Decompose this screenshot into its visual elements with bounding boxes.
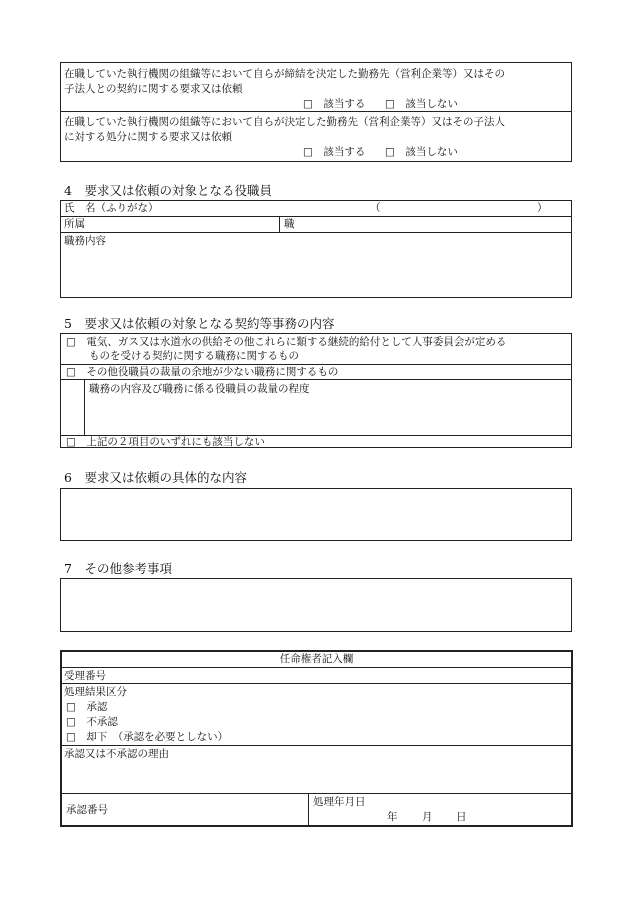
contract-not-applicable-checkbox[interactable]: □ 該当しない bbox=[385, 98, 458, 110]
utility-contract-checkbox-line-2: ものを受ける契約に関する職務に関するもの bbox=[89, 350, 299, 362]
contract-applicable-checkbox[interactable]: □ 該当する bbox=[303, 98, 366, 110]
authority-divider-title bbox=[60, 667, 573, 668]
section-7-heading: 7 その他参考事項 bbox=[64, 561, 172, 576]
authority-vertical-bottom bbox=[308, 793, 309, 826]
utility-contract-checkbox-line-1[interactable]: □ 電気、ガス又は水道水の供給その他これらに類する継続的給付として人事委員会が定める bbox=[66, 336, 507, 348]
disposition-request-text-2: に対する処分に関する要求又は依頼 bbox=[64, 131, 232, 143]
officer-table-vertical bbox=[279, 216, 280, 232]
relationship-table-divider bbox=[60, 111, 572, 112]
authority-title: 任命権者記入欄 bbox=[279, 653, 354, 665]
reference-notes-box[interactable] bbox=[60, 578, 572, 632]
approval-number-label: 承認番号 bbox=[66, 804, 108, 816]
furigana-close-paren: ） bbox=[537, 202, 548, 214]
contract-request-text-1: 在職していた執行機関の組織等において自らが締結を決定した勤務先（営利企業等）又はその bbox=[64, 68, 505, 80]
officer-table-divider-1 bbox=[60, 216, 572, 217]
disposition-request-text-1: 在職していた執行機関の組織等において自らが決定した勤務先（営利企業等）又はその子法人 bbox=[64, 116, 505, 128]
receipt-number-label: 受理番号 bbox=[64, 670, 106, 682]
department-label: 所属 bbox=[64, 218, 85, 230]
disposition-not-applicable-checkbox[interactable]: □ 該当しない bbox=[385, 146, 458, 158]
furigana-open-paren: （ bbox=[370, 202, 381, 214]
contract-affairs-inner-vertical bbox=[84, 379, 85, 435]
discretion-detail-label: 職務の内容及び職務に係る役職員の裁量の程度 bbox=[89, 383, 310, 395]
date-year: 年 bbox=[387, 811, 398, 823]
disposition-applicable-checkbox[interactable]: □ 該当する bbox=[303, 146, 366, 158]
date-day: 日 bbox=[456, 811, 467, 823]
section-6-heading: 6 要求又は依頼の具体的な内容 bbox=[64, 470, 247, 485]
processing-date-label: 処理年月日 bbox=[313, 796, 366, 808]
contract-affairs-divider-2 bbox=[60, 379, 572, 380]
section-4-heading: 4 要求又は依頼の対象となる役職員 bbox=[64, 183, 272, 198]
result-category-label: 処理結果区分 bbox=[64, 686, 127, 698]
section-5-heading: 5 要求又は依頼の対象となる契約等事務の内容 bbox=[64, 316, 335, 331]
reason-label: 承認又は不承認の理由 bbox=[64, 748, 169, 760]
disapprove-checkbox[interactable]: □ 不承認 bbox=[66, 716, 118, 728]
post-label: 職 bbox=[284, 218, 295, 230]
reject-checkbox[interactable]: □ 却下 （承認を必要としない） bbox=[66, 731, 229, 743]
duty-label: 職務内容 bbox=[64, 235, 106, 247]
authority-divider-reason bbox=[60, 793, 573, 794]
officer-table-divider-2 bbox=[60, 232, 572, 233]
none-applicable-checkbox[interactable]: □ 上記の２項目のいずれにも該当しない bbox=[66, 436, 265, 448]
approve-checkbox[interactable]: □ 承認 bbox=[66, 701, 108, 713]
low-discretion-checkbox[interactable]: □ その他役職員の裁量の余地が少ない職務に関するもの bbox=[66, 366, 339, 378]
request-details-box[interactable] bbox=[60, 488, 572, 541]
authority-divider-result bbox=[60, 745, 573, 746]
authority-divider-receipt bbox=[60, 683, 573, 684]
name-label: 氏 名（ふりがな） bbox=[64, 202, 159, 214]
date-month: 月 bbox=[422, 811, 433, 823]
contract-request-text-2: 子法人との契約に関する要求又は依頼 bbox=[64, 83, 243, 95]
